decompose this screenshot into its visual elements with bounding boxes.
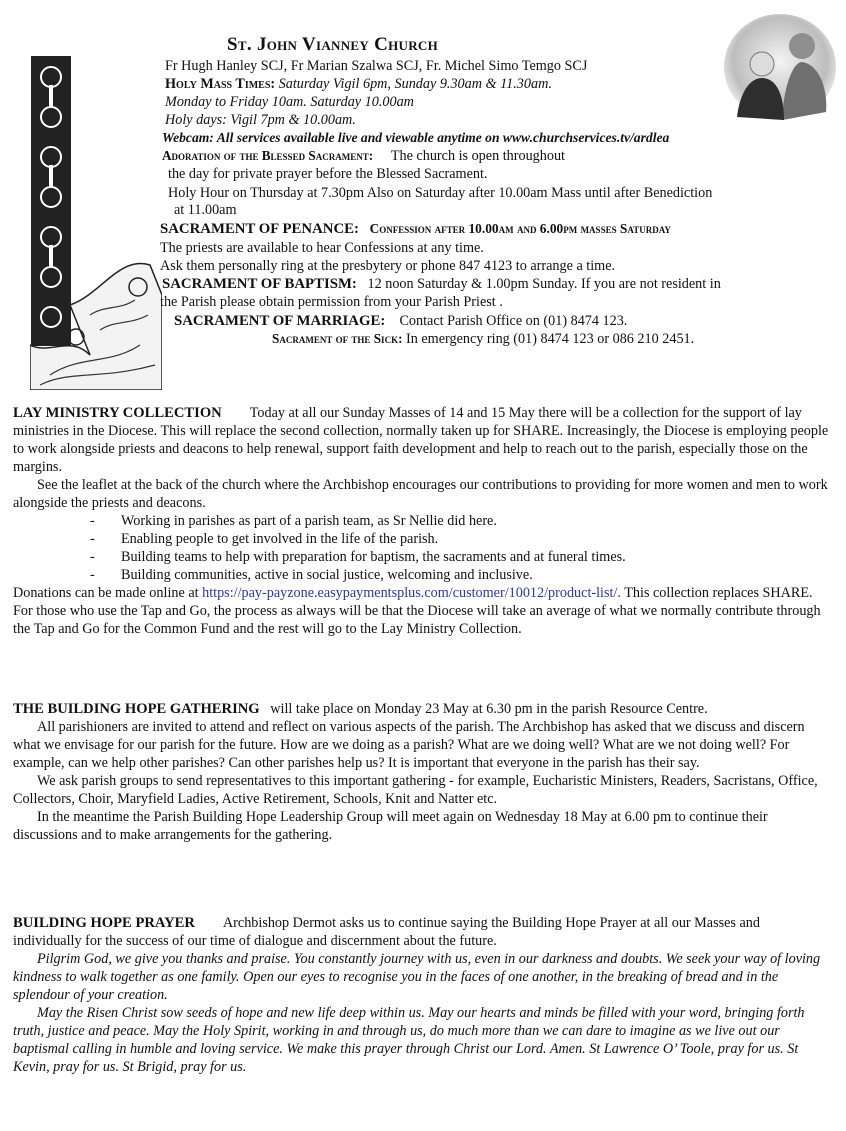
adoration-text: The church is open throughout (390, 148, 565, 164)
lay-ministry-heading: LAY MINISTRY COLLECTION (13, 405, 222, 421)
holy-hour-line-1: Holy Hour on Thursday at 7.30pm Also on Saturday after 10.00am Mass until after Benediction (168, 185, 713, 201)
building-hope-para-4: In the meantime the Parish Building Hope Leadership Group will meet again on Wednesday 18 May at 6.00 pm to continue their discussions and to make arrangements for the gathering. (13, 809, 768, 843)
prayer-section (13, 914, 831, 1076)
mass-times-value: Saturday Vigil 6pm, Sunday 9.30am & 11.30am. (278, 76, 552, 92)
marriage-line (174, 312, 627, 330)
baptism-line-2: the Parish please obtain permission from your Parish Priest . (160, 294, 503, 310)
penance-line (160, 220, 671, 238)
list-item: - Working in parishes as part of a parish team, as Sr Nellie did here. (90, 512, 831, 530)
weekday-mass-times: Monday to Friday 10am. Saturday 10.00am (165, 94, 414, 110)
baptism-line (162, 275, 721, 293)
building-hope-para-2: All parishioners are invited to attend and reflect on various aspects of the parish. The Archbishop has asked that we discuss and discern what we envisage for our parish for the future. How are we doing as a parish? What are we doing well? What are we not doing well? For example, can we help other parishes? Can other parishes help us? It is important that everyone in the parish has their say. (13, 719, 805, 771)
penance-text: Confession after 10.00am and 6.00pm masses Saturday (369, 221, 671, 236)
religious-woodcut-illustration (30, 55, 162, 390)
mass-times-line (165, 75, 552, 93)
adoration-line-2: the day for private prayer before the Blessed Sacrament. (168, 166, 488, 182)
building-hope-para-3: We ask parish groups to send representatives to this important gathering - for example, Eucharistic Ministers, Readers, Sacristans, Office, Collectors, Choir, Maryfield Ladies, Active Retirement, Schools, Knit and Natter etc. (13, 773, 818, 807)
marriage-text: Contact Parish Office on (01) 8474 123. (399, 313, 628, 329)
building-hope-intro-text: will take place on Monday 23 May at 6.30 pm in the parish Resource Centre. (270, 701, 708, 717)
prayer-para-2: Pilgrim God, we give you thanks and praise. You constantly journey with us, even in our darkness and doubts. We seek your way of loving kindness to walk together as one family. Open our eyes to recognise you in the faces of one another, in the breaking of bread and in the splendour of your creation. (13, 951, 821, 1003)
adoration-line (162, 147, 565, 165)
building-hope-heading: THE BUILDING HOPE GATHERING (13, 701, 260, 717)
priests-names: Fr Hugh Hanley SCJ, Fr Marian Szalwa SCJ, Fr. Michel Simo Temgo SCJ (165, 58, 588, 74)
sick-text: In emergency ring (01) 8474 123 or 086 210 2451. (406, 331, 695, 347)
penance-line-2: The priests are available to hear Confessions at any time. (160, 240, 484, 256)
baptism-text: 12 noon Saturday & 1.00pm Sunday. If you are not resident in (367, 276, 721, 292)
sick-line (272, 330, 694, 348)
lay-ministry-para-2: See the leaflet at the back of the church where the Archbishop encourages our contributions to providing for more women and men to work alongside the priests and deacons. (13, 477, 828, 511)
saints-portrait-image (722, 12, 838, 122)
lay-ministry-intro-text: Today at all our Sunday Masses of 14 and 15 May there will be a collection for the support of lay ministries in the Diocese. This will replace the second collection, normally taken up for SHARE. Increasingly, the Diocese is employing people to work alongside priests and deacons to help renewal, support faith development and help to reach out to the parish, especially those on the margins. (13, 405, 829, 475)
webcam-notice: Webcam: All services available live and viewable anytime on www.churchservices.tv/ardlea (162, 130, 670, 145)
list-item: - Building communities, active in social justice, welcoming and inclusive. (90, 566, 831, 584)
holy-hour-line-2: at 11.00am (174, 202, 237, 218)
prayer-intro (13, 914, 831, 950)
adoration-label: Adoration of the Blessed Sacrament: (162, 148, 374, 163)
list-item: - Building teams to help with preparation for baptism, the sacraments and at funeral times. (90, 548, 831, 566)
building-hope-section (13, 700, 831, 844)
baptism-label: SACRAMENT OF BAPTISM: (162, 276, 357, 292)
marriage-label: SACRAMENT OF MARRIAGE: (174, 313, 386, 329)
mass-times-label: Holy Mass Times: (165, 76, 276, 92)
prayer-heading: BUILDING HOPE PRAYER (13, 915, 195, 931)
building-hope-intro (13, 700, 831, 718)
lay-ministry-section (13, 404, 831, 638)
penance-line-3: Ask them personally ring at the presbytery or phone 847 4123 to arrange a time. (160, 258, 616, 274)
sick-label: Sacrament of the Sick: (272, 331, 403, 346)
donations-text-after: This collection replaces SHARE. For those who use the Tap and Go, the process as always will be that the Diocese will take an average of what we normally contribute through the Tap and Go for the Common Fund and the rest will go to the Lay Ministry Collection. (13, 585, 821, 637)
prayer-para-3: May the Risen Christ sow seeds of hope and new life deep within us. May our hearts and minds be filled with your word, bringing forth truth, justice and peace. May the Holy Spirit, working in and through us, do much more than we can dare to imagine as we live out our baptismal calling in humble and loving service. We make this prayer through Christ our Lord. Amen. St Lawrence O’ Toole, pray for us. St Kevin, pray for us. St Brigid, pray for us. (13, 1005, 805, 1075)
prayer-intro-text: Archbishop Dermot asks us to continue saying the Building Hope Prayer at all our Masses and individually for the success of our time of dialogue and discernment about the future. (13, 915, 760, 949)
lay-ministry-list (13, 512, 831, 584)
penance-label: SACRAMENT OF PENANCE: (160, 221, 359, 237)
lay-ministry-intro (13, 404, 831, 476)
donations-text-before: Donations can be made online at (13, 585, 203, 601)
donations-link[interactable]: https://pay-payzone.easypaymentsplus.com/customer/10012/product-list/. (202, 585, 621, 601)
donations-paragraph (13, 584, 831, 638)
list-item: - Enabling people to get involved in the life of the parish. (90, 530, 831, 548)
church-title: St. John Vianney Church (227, 34, 439, 55)
holyday-mass-times: Holy days: Vigil 7pm & 10.00am. (165, 112, 356, 128)
